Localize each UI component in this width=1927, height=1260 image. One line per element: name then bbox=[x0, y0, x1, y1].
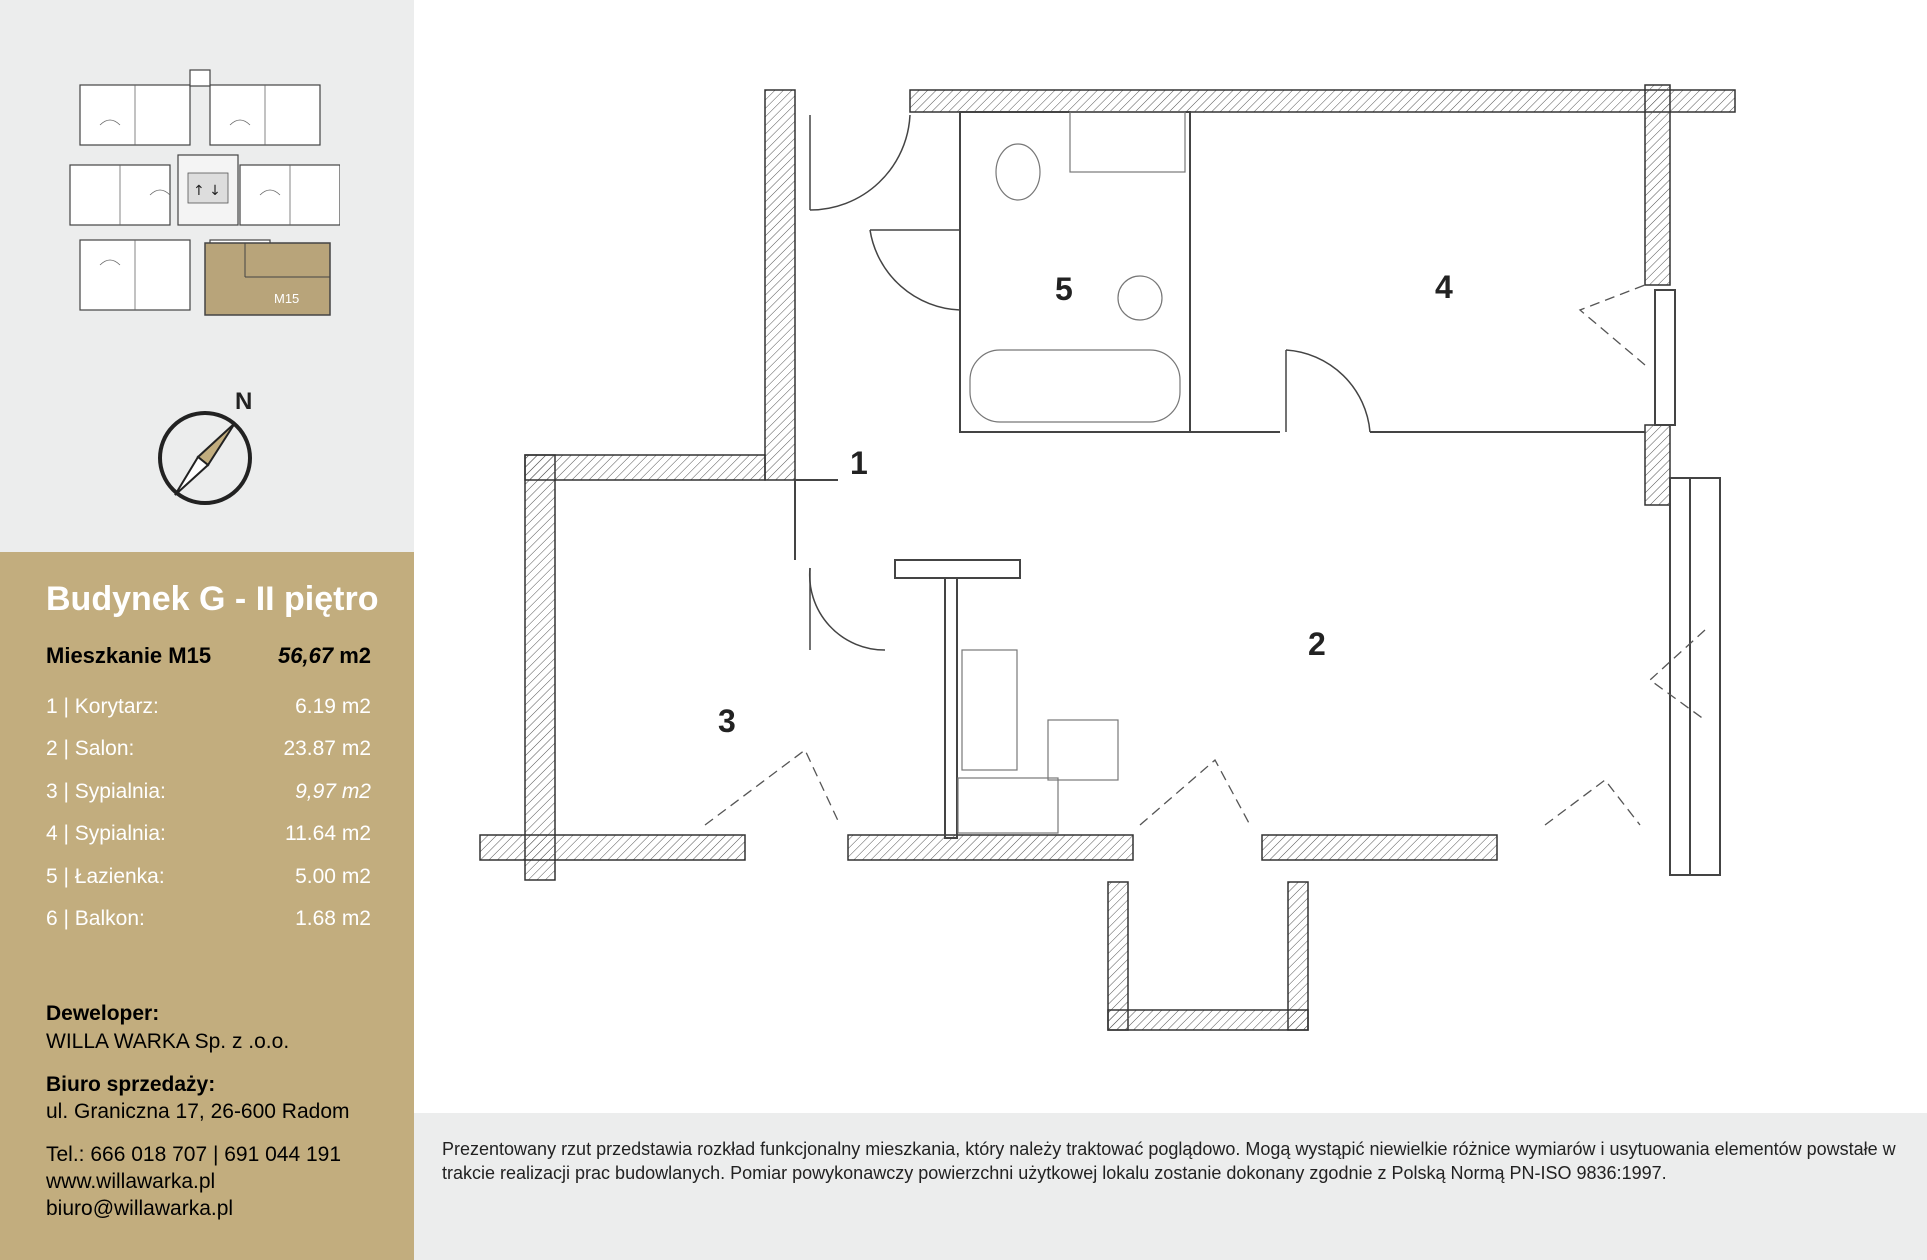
room-name: 1 | Korytarz: bbox=[46, 695, 159, 718]
room-row bbox=[46, 822, 371, 852]
compass-icon bbox=[150, 385, 260, 515]
room-area: 6.19 m2 bbox=[295, 695, 371, 718]
building-keyplan bbox=[60, 65, 340, 355]
room-area: 11.64 m2 bbox=[285, 822, 371, 845]
keyplan-unit-label: M15 bbox=[274, 291, 300, 306]
room-label-2: 2 bbox=[1308, 626, 1326, 662]
apartment-label: Mieszkanie M15 bbox=[46, 643, 212, 668]
sales-office-email[interactable]: biuro@willawarka.pl bbox=[46, 1197, 234, 1220]
room-label-1: 1 bbox=[850, 445, 868, 481]
room-name: 5 | Łazienka: bbox=[46, 865, 165, 888]
disclaimer-text: Prezentowany rzut przedstawia rozkład funkcjonalny mieszkania, który należy traktować poglądowo. Mogą wystąpić niewielkie różnice wymiarów i usytuowania elementów powstałe w trakcie realizacji prac budowlanych. Pomiar powykonawczy powierzchni użytkowej lokalu zostanie dokonany zgodnie z Polską Normą PN-ISO 9836:1997. bbox=[442, 1139, 1896, 1183]
room-name: 2 | Salon: bbox=[46, 737, 135, 760]
keyplan-unit-m15 bbox=[205, 243, 330, 315]
room-row bbox=[46, 865, 371, 895]
room-row bbox=[46, 780, 371, 810]
room-area: 9,97 m2 bbox=[295, 780, 371, 803]
room-name: 4 | Sypialnia: bbox=[46, 822, 166, 845]
svg-text:↑ ↓: ↑ ↓ bbox=[193, 183, 221, 199]
building-title: Budynek G - II piętro bbox=[46, 580, 379, 618]
room-label-3: 3 bbox=[718, 703, 736, 739]
disclaimer-panel bbox=[414, 1113, 1927, 1260]
room-area: 5.00 m2 bbox=[295, 865, 371, 888]
room-row bbox=[46, 737, 371, 767]
room-label-5: 5 bbox=[1055, 271, 1073, 307]
room-area: 23.87 m2 bbox=[283, 737, 371, 760]
room-name: 3 | Sypialnia: bbox=[46, 780, 166, 803]
room-row bbox=[46, 695, 371, 725]
apartment-summary bbox=[46, 643, 371, 669]
room-label-4: 4 bbox=[1435, 269, 1453, 305]
room-row bbox=[46, 907, 371, 937]
sales-office-phone[interactable]: Tel.: 666 018 707 | 691 044 191 bbox=[46, 1143, 342, 1166]
floor-plan-drawing bbox=[440, 60, 1770, 1060]
room-name: 6 | Balkon: bbox=[46, 907, 145, 930]
compass-north-label: N bbox=[235, 388, 253, 415]
sales-office-website[interactable]: www.willawarka.pl bbox=[46, 1170, 216, 1193]
developer-name: WILLA WARKA Sp. z .o.o. bbox=[46, 1030, 290, 1053]
keyplan-panel bbox=[0, 0, 414, 552]
sales-office-label: Biuro sprzedaży: bbox=[46, 1073, 216, 1096]
room-area: 1.68 m2 bbox=[295, 907, 371, 930]
sales-office-address: ul. Graniczna 17, 26-600 Radom bbox=[46, 1100, 350, 1123]
apartment-area: 56,67 m2 bbox=[278, 643, 371, 668]
developer-label: Deweloper: bbox=[46, 1002, 160, 1025]
